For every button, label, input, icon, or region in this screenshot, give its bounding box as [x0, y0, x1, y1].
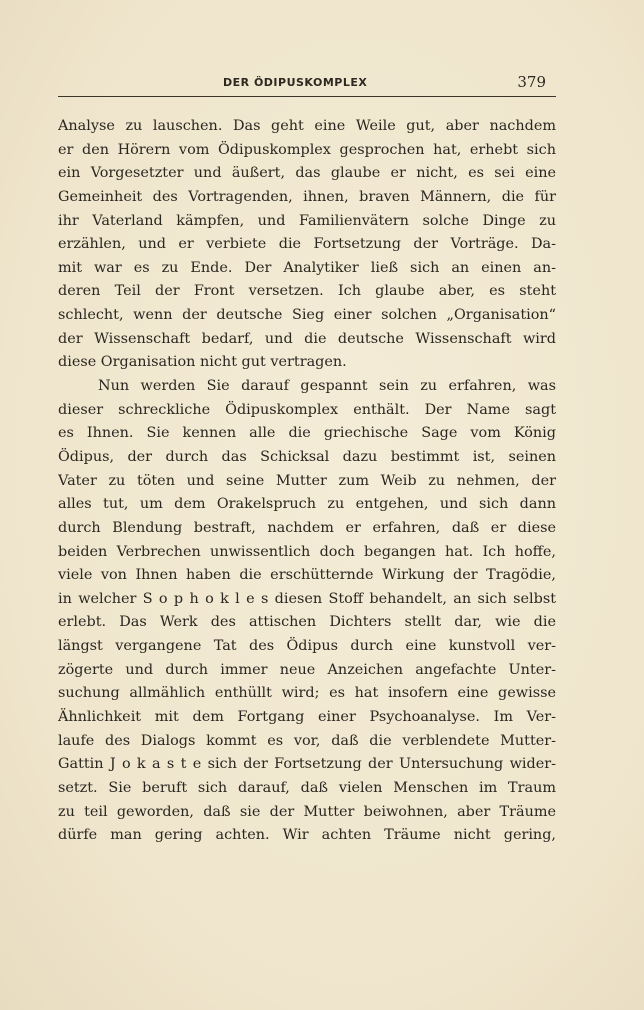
body-text: [58, 115, 556, 848]
text-line: beiden Verbrechen unwissentlich doch begangen hat. Ich hoffe,: [58, 543, 556, 560]
text-line: schlecht, wenn der deutsche Sieg einer solchen „Organisation“: [58, 307, 556, 324]
text-line: es Ihnen. Sie kennen alle die griechische Sage vom König: [58, 425, 556, 442]
text-line: dürfe man gering achten. Wir achten Träume nicht gering,: [58, 827, 556, 844]
text-line: erzählen, und er verbiete die Fortsetzung der Vorträge. Da-: [58, 236, 556, 253]
text-line: viele von Ihnen haben die erschütternde Wirkung der Tragödie,: [58, 567, 556, 584]
text-line: Analyse zu lauschen. Das geht eine Weile gut, aber nachdem: [58, 118, 556, 134]
text-line: Ähnlichkeit mit dem Fortgang einer Psychoanalyse. Im Ver-: [58, 709, 556, 726]
text-line: durch Blendung bestraft, nachdem er erfahren, daß er diese: [58, 519, 556, 536]
text-line: längst vergangene Tat des Ödipus durch eine kunstvoll ver-: [58, 638, 556, 655]
page-number: 379: [517, 73, 546, 91]
text-line: mit war es zu Ende. Der Analytiker ließ sich an einen an-: [58, 259, 556, 276]
text-line: erlebt. Das Werk des attischen Dichters stellt dar, wie die: [58, 614, 556, 631]
text-line: Gemeinheit des Vortragenden, ihnen, braven Männern, die für: [58, 188, 556, 205]
text-line: Vater zu töten und seine Mutter zum Weib zu nehmen, der: [58, 472, 556, 489]
text-line: der Wissenschaft bedarf, und die deutsche Wissenschaft wird: [58, 330, 556, 347]
text-line: zögerte und durch immer neue Anzeichen angefachte Unter-: [58, 661, 556, 678]
text-line: laufe des Dialogs kommt es vor, daß die verblendete Mutter-: [58, 732, 556, 749]
text-line: diese Organisation nicht gut vertragen.: [58, 354, 347, 371]
text-line: in welcher S o p h o k l e s diesen Stoff behandelt, an sich selbst: [58, 590, 556, 607]
text-line: Gattin J o k a s t e sich der Fortsetzung der Untersuchung wider-: [58, 756, 556, 773]
text-line: dieser schreckliche Ödipuskomplex enthält. Der Name sagt: [58, 401, 556, 418]
text-line: Nun werden Sie darauf gespannt sein zu erfahren, was: [98, 378, 556, 395]
running-title: DER ÖDIPUSKOMPLEX: [223, 76, 368, 89]
text-line: deren Teil der Front versetzen. Ich glaube aber, es steht: [58, 283, 556, 300]
text-line: suchung allmählich enthüllt wird; es hat insofern eine gewisse: [58, 685, 556, 702]
page-header: [58, 72, 556, 97]
text-line: ihr Vaterland kämpfen, und Familienvätern solche Dinge zu: [58, 212, 556, 229]
text-line: ein Vorgesetzter und äußert, das glaube er nicht, es sei eine: [58, 165, 556, 182]
text-line: alles tut, um dem Orakelspruch zu entgehen, und sich dann: [58, 496, 556, 513]
text-line: setzt. Sie beruft sich darauf, daß vielen Menschen im Traum: [58, 779, 556, 796]
text-line: er den Hörern vom Ödipuskomplex gesprochen hat, erhebt sich: [58, 141, 556, 158]
text-line: zu teil geworden, daß sie der Mutter beiwohnen, aber Träume: [58, 803, 556, 820]
text-line: Ödipus, der durch das Schicksal dazu bestimmt ist, seinen: [58, 448, 556, 465]
